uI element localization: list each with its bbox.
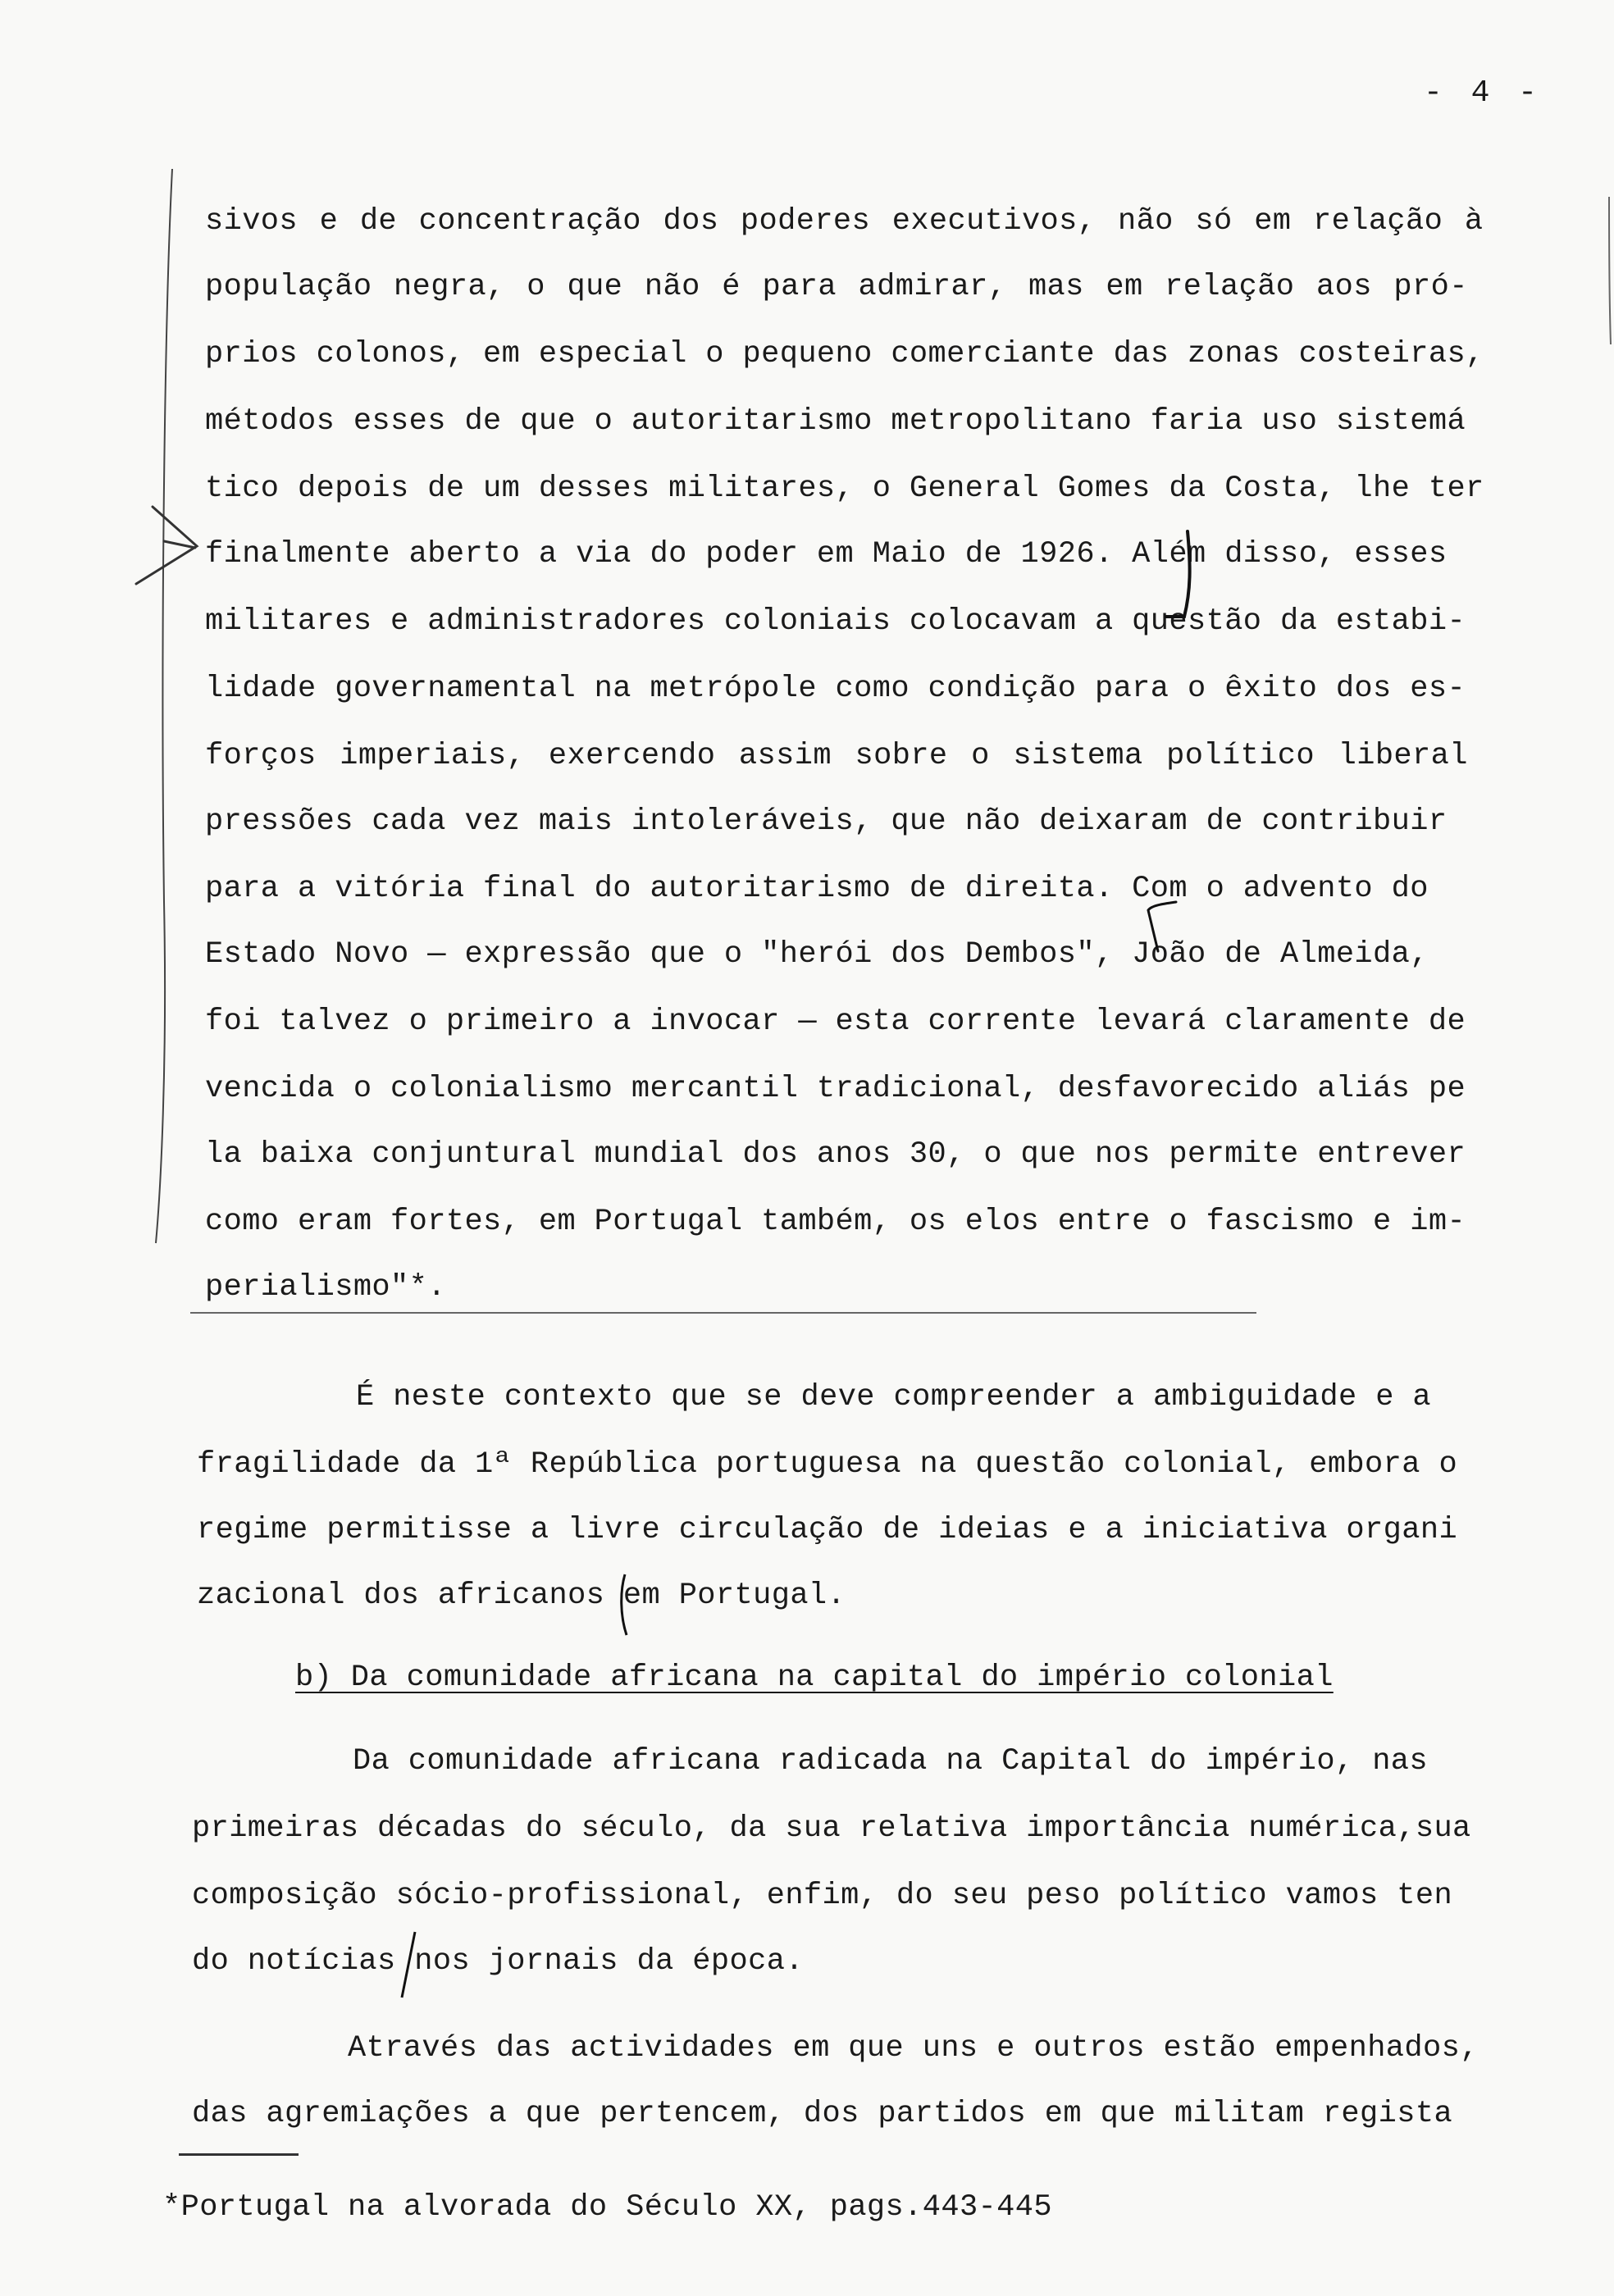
margin-line-right: [1609, 197, 1611, 344]
quote-line: para a vitória final do autoritarismo de direita. Com o advento do: [205, 872, 1429, 906]
quote-line: militares e administradores coloniais colocavam a questão da estabi-: [205, 604, 1466, 639]
quote-line: foi talvez o primeiro a invocar — esta corrente levará claramente de: [205, 1004, 1466, 1039]
quote-line: população negra, o que não é para admirar, mas em relação aos pró-: [205, 270, 1468, 304]
paragraph-line: zacional dos africanos em Portugal.: [197, 1578, 846, 1613]
quote-end-rule: [190, 1312, 1256, 1314]
quote-line: forços imperiais, exercendo assim sobre o sistema político liberal: [205, 739, 1468, 773]
quote-line: como eram fortes, em Portugal também, os elos entre o fascismo e im-: [205, 1205, 1466, 1239]
footnote-separator: [179, 2153, 299, 2156]
paragraph-line: primeiras décadas do século, da sua relativa importância numérica,sua: [192, 1811, 1471, 1846]
section-heading: b) Da comunidade africana na capital do império colonial: [295, 1660, 1334, 1695]
paragraph-line: regime permitisse a livre circulação de ideias e a iniciativa organi: [197, 1513, 1458, 1547]
paragraph-line: fragilidade da 1ª República portuguesa na questão colonial, embora o: [197, 1447, 1458, 1482]
quote-line: la baixa conjuntural mundial dos anos 30, o que nos permite entrever: [205, 1137, 1466, 1172]
paragraph-line: composição sócio-profissional, enfim, do seu peso político vamos ten: [192, 1879, 1453, 1913]
footnote: *Portugal na alvorada do Século XX, pags.443-445: [162, 2190, 1052, 2225]
paragraph-line: das agremiações a que pertencem, dos partidos em que militam regista: [192, 2097, 1453, 2131]
quote-line: perialismo"*.: [205, 1270, 446, 1305]
paragraph-line: Da comunidade africana radicada na Capital do império, nas: [353, 1744, 1429, 1779]
quote-line: finalmente aberto a via do poder em Maio de 1926. Além disso, esses: [205, 537, 1448, 572]
quote-line: pressões cada vez mais intoleráveis, que não deixaram de contribuir: [205, 804, 1448, 839]
quote-line: lidade governamental na metrópole como condição para o êxito dos es-: [205, 672, 1466, 706]
paragraph-line: É neste contexto que se deve compreender a ambiguidade e a: [356, 1380, 1432, 1414]
page-number: - 4 -: [1423, 75, 1542, 111]
quote-line: Estado Novo — expressão que o "herói dos Dembos", João de Almeida,: [205, 937, 1429, 972]
quote-line: métodos esses de que o autoritarismo metropolitano faria uso sistemá: [205, 404, 1466, 439]
quote-line: prios colonos, em especial o pequeno comerciante das zonas costeiras,: [205, 337, 1484, 371]
paragraph-line: Através das actividades em que uns e outros estão empenhados,: [348, 2031, 1479, 2066]
margin-line-left: [156, 169, 172, 1243]
arrow-icon: [136, 507, 197, 584]
paragraph-line: do notícias nos jornais da época.: [192, 1944, 804, 1979]
quote-line: tico depois de um desses militares, o General Gomes da Costa, lhe ter: [205, 472, 1484, 506]
quote-line: vencida o colonialismo mercantil tradicional, desfavorecido aliás pe: [205, 1072, 1466, 1106]
quote-line: sivos e de concentração dos poderes executivos, não só em relação à: [205, 204, 1484, 239]
